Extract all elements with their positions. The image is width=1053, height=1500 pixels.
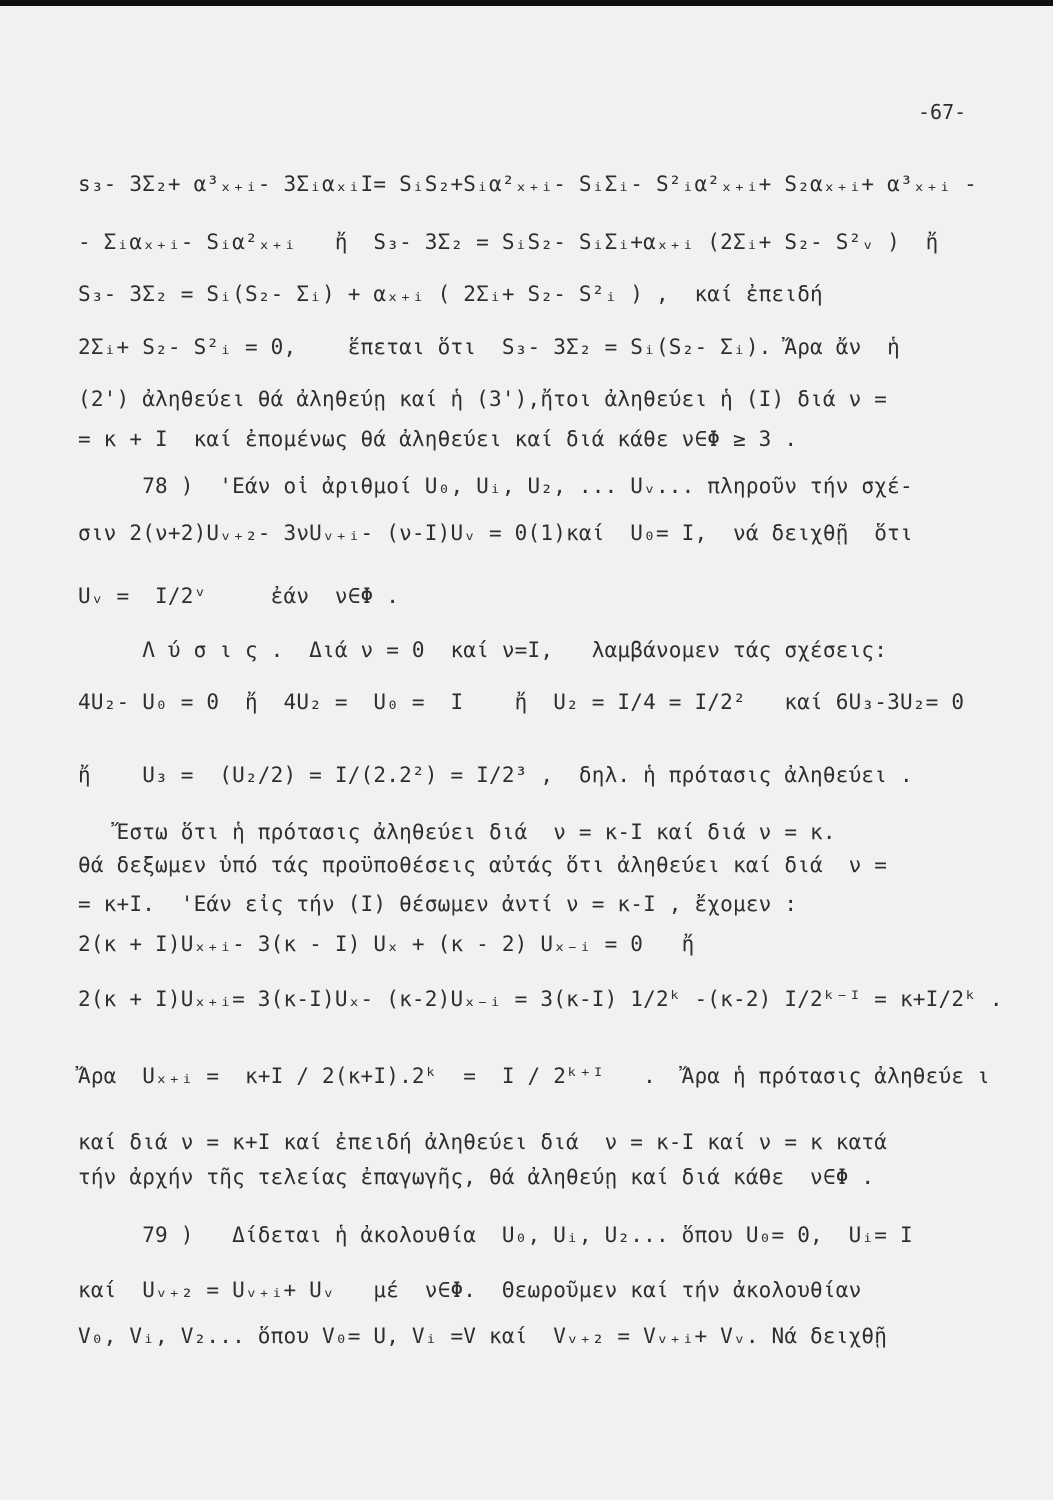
text-line: 79 ) Δίδεται ἡ ἀκολουθία U₀, Uᵢ, U₂... ὅπου U₀= 0, Uᵢ= I	[78, 1223, 913, 1247]
text-line: = κ + I καί ἐπομένως θά ἀληθεύει καί διά κάθε ν∈Φ ≥ 3 .	[78, 427, 798, 451]
text-line: Uᵥ = I/2ᵛ ἐάν ν∈Φ .	[78, 584, 400, 608]
text-line: S₃- 3Σ₂ = Sᵢ(S₂- Σᵢ) + αₓ₊ᵢ ( 2Σᵢ+ S₂- S²ᵢ ) , καί ἐπειδή	[78, 282, 823, 306]
text-line: καί Uᵥ₊₂ = Uᵥ₊ᵢ+ Uᵥ μέ ν∈Φ. Θεωροῦμεν καί τήν ἀκολουθίαν	[78, 1278, 862, 1302]
page-number: -67-	[918, 100, 967, 124]
text-line: 2(κ + I)Uₓ₊ᵢ- 3(κ - I) Uₓ + (κ - 2) Uₓ₋ᵢ = 0 ἤ	[78, 932, 695, 956]
text-line: Ἄρα Uₓ₊ᵢ = κ+I / 2(κ+I).2ᵏ = I / 2ᵏ⁺ᴵ . Ἄρα ἡ πρότασις ἀληθεύε ι	[78, 1064, 990, 1088]
text-line: Ἔστω ὅτι ἡ πρότασις ἀληθεύει διά ν = κ-I καί διά ν = κ.	[78, 820, 836, 844]
text-line: σιν 2(ν+2)Uᵥ₊₂- 3νUᵥ₊ᵢ- (ν-I)Uᵥ = 0(1)καί U₀= I, νά δειχθῇ ὅτι	[78, 521, 913, 545]
text-line: 2(κ + I)Uₓ₊ᵢ= 3(κ-I)Uₓ- (κ-2)Uₓ₋ᵢ = 3(κ-I) 1/2ᵏ -(κ-2) I/2ᵏ⁻ᴵ = κ+I/2ᵏ .	[78, 987, 1003, 1011]
text-line: (2') ἀληθεύει θά ἀληθεύῃ καί ἡ (3'),ἤτοι ἀληθεύει ἡ (I) διά ν =	[78, 387, 888, 411]
document-page	[0, 6, 1053, 1500]
text-line: = κ+I. 'Εάν εἰς τήν (I) θέσωμεν ἀντί ν = κ-I , ἔχομεν :	[78, 892, 798, 916]
text-line: V₀, Vᵢ, V₂... ὅπου V₀= U, Vᵢ =V καί Vᵥ₊₂ = Vᵥ₊ᵢ+ Vᵥ. Νά δειχθῇ	[78, 1324, 888, 1348]
text-line: 78 ) 'Εάν οἱ ἀριθμοί U₀, Uᵢ, U₂, ... Uᵥ... πληροῦν τήν σχέ-	[78, 474, 913, 498]
text-line: τήν ἀρχήν τῆς τελείας ἐπαγωγῆς, θά ἀληθεύῃ καί διά κάθε ν∈Φ .	[78, 1165, 875, 1189]
text-line: καί διά ν = κ+I καί ἐπειδή ἀληθεύει διά ν = κ-I καί ν = κ κατά	[78, 1130, 888, 1154]
text-line: - Σᵢαₓ₊ᵢ- Sᵢα²ₓ₊ᵢ ἤ S₃- 3Σ₂ = SᵢS₂- SᵢΣᵢ+αₓ₊ᵢ (2Σᵢ+ S₂- S²ᵥ ) ἤ	[78, 230, 939, 254]
text-line: Λ ύ σ ι ς . Διά ν = 0 καί ν=I, λαμβάνομεν τάς σχέσεις:	[78, 638, 888, 662]
text-line: θά δεξωμεν ὑπό τάς προϋποθέσεις αὐτάς ὅτι ἀληθεύει καί διά ν =	[78, 853, 888, 877]
text-line: s₃- 3Σ₂+ α³ₓ₊ᵢ- 3ΣᵢαₓᵢΙ= SᵢS₂+Sᵢα²ₓ₊ᵢ- SᵢΣᵢ- S²ᵢα²ₓ₊ᵢ+ S₂αₓ₊ᵢ+ α³ₓ₊ᵢ -	[78, 172, 978, 196]
text-line: 2Σᵢ+ S₂- S²ᵢ = 0, ἕπεται ὅτι S₃- 3Σ₂ = Sᵢ(S₂- Σᵢ). Ἄρα ἄν ἡ	[78, 335, 900, 359]
text-line: 4U₂- U₀ = 0 ἤ 4U₂ = U₀ = I ἤ U₂ = I/4 = I/2² καί 6U₃-3U₂= 0	[78, 690, 965, 714]
text-line: ἤ U₃ = (U₂/2) = I/(2.2²) = I/2³ , δηλ. ἡ πρότασις ἀληθεύει .	[78, 763, 913, 787]
